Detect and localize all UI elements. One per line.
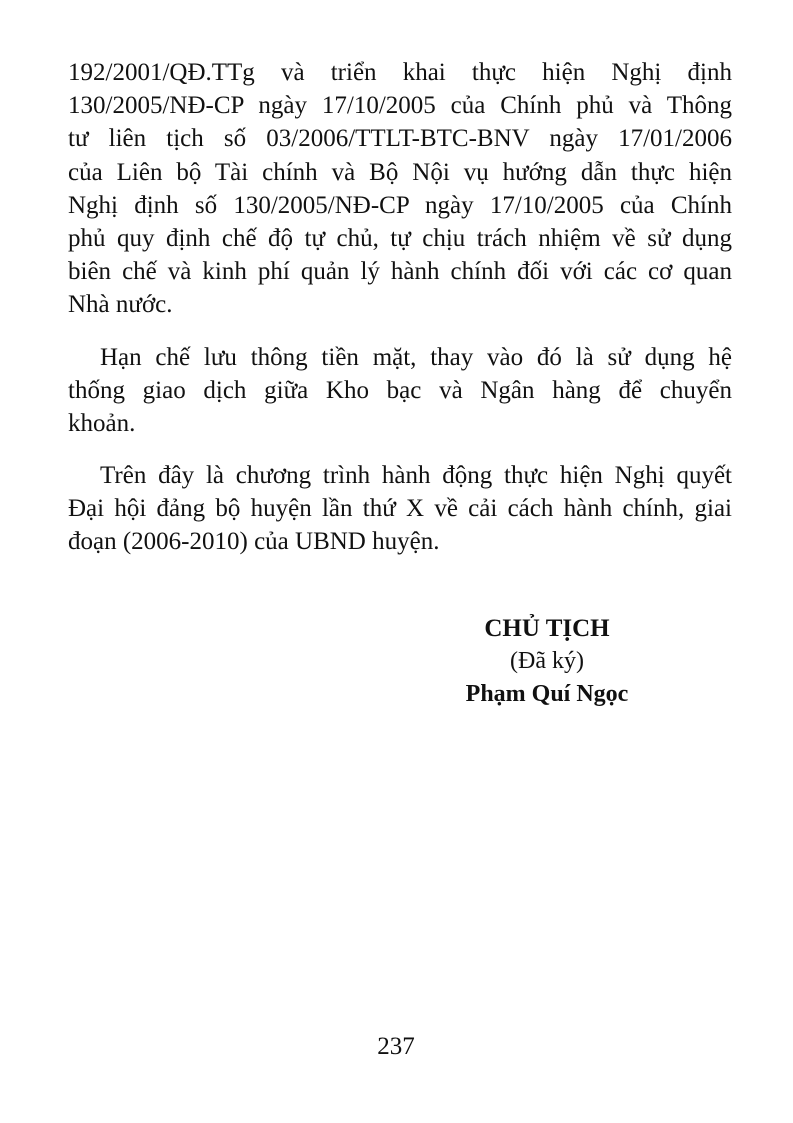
- document-body: [68, 56, 732, 578]
- paragraph-3: [68, 459, 732, 559]
- signature-note: (Đã ký): [510, 648, 584, 674]
- text-line: của Liên bộ Tài chính và Bộ Nội vụ hướng dẫn thực hiện: [68, 158, 732, 186]
- text-line: Trên đây là chương trình hành động thực hiện Nghị quyết: [100, 462, 732, 490]
- text-line: 192/2001/QĐ.TTg và triển khai thực hiện Nghị định: [68, 59, 732, 86]
- text-line: Nhà nước.: [68, 291, 173, 319]
- text-line: Hạn chế lưu thông tiền mặt, thay vào đó là sử dụng hệ: [100, 343, 732, 371]
- text-line: đoạn (2006-2010) của UBND huyện.: [68, 528, 440, 556]
- text-line: phủ quy định chế độ tự chủ, tự chịu trách nhiệm về sử dụng: [68, 224, 732, 252]
- paragraph-1: [68, 56, 732, 322]
- signatory-name: Phạm Quí Ngọc: [465, 681, 629, 707]
- signature-block: [466, 612, 629, 711]
- text-line: tư liên tịch số 03/2006/TTLT-BTC-BNV ngày 17/01/2006: [68, 125, 732, 153]
- text-line: biên chế và kinh phí quản lý hành chính đối với các cơ quan: [68, 258, 732, 286]
- text-line: Đại hội đảng bộ huyện lần thứ X về cải cách hành chính, giai: [68, 495, 732, 523]
- text-line: khoản.: [68, 409, 136, 437]
- text-line: 130/2005/NĐ-CP ngày 17/10/2005 của Chính phủ và Thông: [68, 92, 732, 120]
- paragraph-2: [68, 341, 732, 441]
- text-line: thống giao dịch giữa Kho bạc và Ngân hàng để chuyển: [68, 376, 732, 404]
- text-line: Nghị định số 130/2005/NĐ-CP ngày 17/10/2005 của Chính: [68, 191, 732, 219]
- page-number: 237: [377, 1033, 415, 1060]
- signature-title: CHỦ TỊCH: [484, 615, 610, 642]
